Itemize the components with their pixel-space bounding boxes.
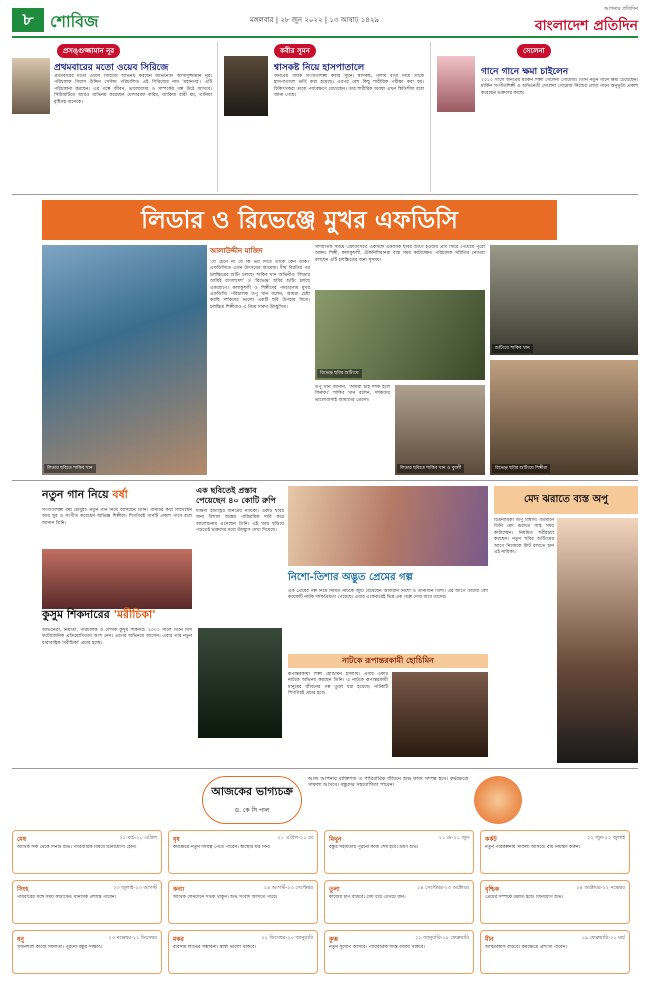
column-divider (430, 42, 431, 192)
story-body: জনপ্রিয় গায়ক সংগীতশিল্পী কবীর সুমন। শ্বাসকষ্ট, গলায় ব্যথা নিয়ে তাকে হাসপাতালে ভর্তি করা হয়েছে। এরপর বেশ কিছু শারীরিক পরীক্ষা করা হয়। চিকিৎসকরা তাকে পর্যবেক্ষণে রেখেছেন। তার শারীরিক অবস্থা এখন স্থিতিশীল বলে জানা গেছে। (274, 74, 424, 99)
zodiac-box (480, 830, 630, 874)
lead-photo-4 (490, 245, 638, 355)
zodiac-dates: ২২ জুন-২২ জুলাই (587, 835, 625, 841)
story-title: মেদ ঝরাতে ব্যস্ত অপু (524, 494, 608, 505)
zodiac-dates: ২১ জানুয়ারি-১৮ ফেব্রুয়ারি (415, 935, 469, 941)
zodiac-box (324, 930, 474, 974)
story-title: প্রথমবারের মতো ওয়েব সিরিজে (54, 63, 169, 73)
story-title: নতুন গান নিয়ে বর্ষা (42, 488, 128, 501)
story-title: নিশো-তিশার অদ্ভুত প্রেমের গল্প (288, 572, 413, 583)
zodiac-name: ধনু (17, 936, 24, 943)
lead-photo-3 (395, 385, 485, 475)
zodiac-name: মীন (485, 936, 494, 943)
story-tag: প্রসঙ্গুজ্জামান নূর (57, 44, 120, 58)
masthead-logo (535, 6, 638, 38)
zodiac-box (324, 830, 474, 874)
story-tag: কবীর সুমন (274, 44, 316, 58)
zodiac-wheel-icon (474, 776, 522, 824)
lead-body-2: সাম্প্রতিক সময়ে এফডিসিতে একসঙ্গে একাধিক ছবির শুটিং হওয়ায় প্রাণ ফিরে পেয়েছে পুরো অঙ্গন। শিল্পী, কলাকুশলী, টেকনিশিয়ানরা ব্যস্ত সময় কাটাচ্ছেন। পরিচালক সমিতির নেতারা বলছেন এটি চলচ্চিত্রের জন্য সুসময়। (315, 245, 485, 263)
zodiac-text: কাজের চাপ বাড়বে। ধৈর্য ধরে এগিয়ে যান। (329, 895, 406, 900)
horoscope-title: আজকের ভাগ্যচক্র (211, 785, 293, 798)
column-divider (217, 42, 218, 192)
zodiac-box (12, 880, 162, 924)
portrait-photo (12, 58, 50, 114)
story-title: কুসুম শিকদারের 'মরীচিকা' (42, 608, 156, 621)
page-number: ৮ (12, 8, 44, 32)
zodiac-dates: ২৪ আগস্ট-২৩ সেপ্টেম্বর (263, 885, 313, 891)
zodiac-text: পরিবারের সঙ্গে সময় কাটাবেন। মানসিক প্রশান্তি পাবেন। (17, 895, 117, 900)
hochimin-photo (392, 672, 488, 757)
lead-body-3: তপু খান জানান, 'আমরা চাই দর্শক হলে ফিরুক।' শাকিব খান বলেন, দর্শকদের ভালোবাসাই আমাদের প্রেরণা। (315, 385, 390, 403)
borsha-photo (42, 549, 192, 609)
story-rupsha (196, 486, 284, 601)
zodiac-name: বৃশ্চিক (485, 886, 500, 893)
story-body: সংগীতশিল্পী বর্ষা চৌধুরী। নতুন গান নিয়ে আসছেন তিনি। গানটির কথা লিখেছেন আর সুর ও সংগীত করেছেন অভিজ্ঞ শিল্পীরা। শিগগিরই গানটি প্রকাশ পাবে বলে জানান তিনি। (42, 508, 192, 526)
story-title: শ্বাসকষ্ট নিয়ে হাসপাতালে (274, 63, 365, 73)
zodiac-dates: ২৪ সেপ্টেম্বর-২৩ অক্টোবর (417, 885, 469, 891)
story-hochimin-body: রূপান্তরকামী শিল্পী হোচিমিন ইসলাম। এবার একটি নাটকে অভিনয় করছেন তিনি। এ নাটকে রূপান্তরকামী মানুষের জীবনের গল্প তুলে ধরা হয়েছে। নাটকটি শিগগিরই প্রচার হবে। (288, 672, 388, 697)
story-body: দক্ষিণী ইন্ডাস্ট্রির জনপ্রিয় নায়িকা। একটি ছবির জন্য বিশাল অঙ্কের পারিশ্রমিক দাবি করে আলোচনায় এসেছেন তিনি। এই খবর ছড়িয়ে পড়তেই ভক্তদের মধ্যে উচ্ছ্বাস দেখা দিয়েছে। (196, 509, 284, 534)
portrait-photo (437, 56, 475, 112)
zodiac-text: আত্মবিশ্বাস বাড়বে। কর্মক্ষেত্রে প্রশংসা পাবেন। (485, 945, 567, 950)
zodiac-text: বন্ধুর সহায়তায় পুরনো কাজ শেষ হবে। ভ্রমণ শুভ। (329, 845, 419, 850)
zodiac-text: আর্থিক দিক থেকে দিনটি শুভ। পারিবারিক বিষয়ে মনোযোগী হোন। (17, 845, 137, 850)
lead-byline: আলাউদ্দীন মাজিদ (210, 247, 263, 255)
story-kusum (42, 606, 284, 736)
lead-body: 'যে চেনে না যে কি ভয় দিতে তাকে কেন ডাক।' এফডিসিতে এখন উৎসবের আমেজ। দীর্ঘ বিরতির পর চলচ্চিত্রের শুটিং চলছে। শাকিব খান অভিনীত 'লিডার আমিই বাংলাদেশ' ও 'রিভেঞ্জ' ছবির শুটিং চলছে একযোগে। কলাকুশলী ও শিল্পীদের পদচারণায় মুখর এফডিসি। পরিচালক তপু খান বলেন, আমরা চেষ্টা করছি দর্শকদের ভালো একটি ছবি উপহার দিতে। চলচ্চিত্র শিল্পীরাও এ নিয়ে দারুণ উচ্ছ্বসিত। (210, 260, 310, 310)
zodiac-text: নতুন সুযোগ আসবে। পারিবারিক শান্তি বজায় থাকবে। (329, 945, 426, 950)
story-apu-body: চিত্রনায়িকা অপু বিশ্বাস। বর্তমানে তিনি মেদ ঝরাতে ব্যস্ত সময় কাটাচ্ছেন। নিয়মিত শরীরচর্চা করছেন। নতুন ছবির শুটিংয়ের আগে নিজেকে ফিট রাখতে চান এই নায়িকা। (494, 518, 554, 556)
zodiac-box (168, 830, 318, 874)
lead-headline: লিডার ও রিভেঞ্জে মুখর এফডিসি (42, 200, 557, 240)
lead-photo-main (42, 245, 207, 475)
zodiac-box (168, 930, 318, 974)
zodiac-text: প্রেমের সম্পর্কে উন্নতি হবে। বিনিয়োগ শুভ। (485, 895, 564, 900)
lead-text-top (315, 245, 485, 285)
top-story-2 (224, 42, 424, 192)
story-nisho (288, 570, 488, 650)
photo-caption: রিভেঞ্জ ছবির শুটিংয়ে শিল্পীরা (492, 464, 550, 473)
story-body: অভিনেত্রী, নির্মাতা, পরিচালক ও লেখক কুসুম শিকদার। ২০০১ সালে তিনি মিস ফটোজেনিক প্রতিযোগিতায় অংশ নেন। এরপর অভিনয়ে আসেন। এবার তার নতুন ধারাবাহিক 'মরীচিকা' প্রচার হচ্ছে। (42, 628, 192, 646)
story-title: গানে গানে ক্ষমা চাইলেন (481, 67, 569, 77)
zodiac-dates: ২৪ অক্টোবর-২২ নভেম্বর (576, 885, 625, 891)
zodiac-dates: ২৩ নভেম্বর-২১ ডিসেম্বর (108, 935, 157, 941)
rupsha-photo (288, 486, 488, 566)
story-borsha (42, 486, 192, 601)
zodiac-name: তুলা (329, 886, 340, 893)
story-body: ২০১০ সালে জনপ্রিয় মার্কিন শিল্পী সেলেনা গোমেজ। তিনি নতুন গানে ক্ষমা চেয়েছেন। মার্কিন সংগীতশিল্পী ও অভিনেত্রী সেলেনা গোমেজ নিজের লেখা গানে অনুভূতি প্রকাশ করেছেন ভক্তদের কাছে। (481, 78, 638, 96)
zodiac-text: নতুন পরিকল্পনায় সাফল্য আসবে। ব্যয় নিয়ন্ত্রণ করুন। (485, 845, 581, 850)
section-rule (12, 768, 638, 769)
section-title: শোবিজ (50, 12, 99, 31)
apu-header (494, 486, 638, 514)
section-rule (12, 480, 638, 481)
hochimin-header (288, 654, 488, 668)
story-title: এক ছবিতেই প্রস্তাব পেয়েছেন ৪০ কোটি রুপি (196, 486, 276, 505)
zodiac-dates: ২১ মার্চ-২০ এপ্রিল (119, 835, 157, 841)
lead-photo-2 (315, 290, 485, 380)
brand-name: বাংলাদেশ প্রতিদিন (534, 18, 638, 34)
header-rule (12, 36, 638, 38)
zodiac-name: মকর (173, 936, 184, 943)
zodiac-grid (12, 830, 638, 976)
zodiac-name: কর্কট (485, 836, 497, 843)
zodiac-box (12, 930, 162, 974)
zodiac-text: আর্থিক লেনদেনে সতর্ক থাকুন। শুভ সংবাদ আসতে পারে। (173, 895, 278, 900)
zodiac-box (480, 930, 630, 974)
zodiac-dates: ২১ এপ্রিল-২০ মে (277, 835, 313, 841)
zodiac-dates: ২৩ জুলাই-২৩ আগস্ট (113, 885, 157, 891)
zodiac-text: কর্মক্ষেত্রে নতুন দায়িত্ব পেতে পারেন। স্বাস্থ্যের যত্ন নিন। (173, 845, 271, 850)
horoscope-intro: আজ আপনার ব্যক্তিগত ও পারিবারিক জীবনে শুভ কাজ সম্পন্ন হবে। কর্মক্ষেত্রে সাফল্য আসবে। বন্ধুদের সহযোগিতা পাবেন। (308, 776, 468, 789)
zodiac-name: বৃষ (173, 836, 180, 843)
story-tag: সেলেনা (517, 44, 551, 58)
zodiac-box (168, 880, 318, 924)
dateline: মঙ্গলবার | ২৮ জুন ২০২২ | ১৩ আষাঢ় ১৪২৯ (250, 16, 379, 24)
photo-caption: শুটিংয়ে শাকিব খান (492, 344, 533, 353)
zodiac-text: ব্যবসায় লাভের সম্ভাবনা। স্বাস্থ্য ভালো থাকবে। (173, 945, 257, 950)
zodiac-name: কন্যা (173, 886, 185, 893)
photo-caption: রিভেঞ্জ ছবির শুটিংয়ে (317, 369, 362, 378)
zodiac-name: মিথুন (329, 836, 342, 843)
horoscope-author: ড. কে সি পাল (234, 807, 270, 814)
zodiac-dates: ১৯ ফেব্রুয়ারি-২০ মার্চ (581, 935, 625, 941)
apu-photo (557, 518, 638, 763)
zodiac-dates: ২২ ডিসেম্বর-২০ জানুয়ারি (261, 935, 313, 941)
story-body: এক প্রেমের গল্প নিয়ে নির্মিত নাটকে জুটি বেঁধেছেন আফরান নিশো ও তানজিন তিশা। এর আগে তাদের বেশ কয়েকটি নাটক দর্শকপ্রিয়তা পেয়েছে। এবার একেবারেই ভিন্ন এক গল্পে দেখা যাবে তাদের। (288, 589, 488, 601)
top-story-1 (12, 42, 212, 192)
horoscope-section (12, 772, 638, 978)
zodiac-name: সিংহ (17, 886, 29, 893)
top-strip (12, 42, 638, 192)
photo-caption: লিডার ছবিতে শাকিব খান (44, 464, 96, 473)
section-rule (12, 194, 638, 195)
portrait-photo (224, 56, 268, 116)
lead-text-col-1 (210, 245, 310, 475)
story-title: নাটকে রূপান্তরকামী হোচিমিন (342, 656, 434, 665)
zodiac-text: সৃজনশীল কাজে সফলতা। পুরনো বন্ধুর সাক্ষাৎ। (17, 945, 103, 950)
horoscope-title-box (202, 776, 302, 824)
zodiac-name: মেষ (17, 836, 27, 843)
zodiac-box (480, 880, 630, 924)
story-body: প্রথমবারের মতো ওয়েব সিরিজে অভিনয় করছেন অভিনেতা আসাদুজ্জামান নূর। পরিচালক গিয়াস উদ্দিন সেলিম পরিচালিত এই সিরিজের নাম 'মহানগর'। এটি পরিচালনা করছেন। এর গল্পে জীবন, ভালোবাসা ও সম্পর্কের গল্প উঠে আসবে। সিরিজটিতে আরও অভিনয় করেছেন মোশাররফ করিম, জাকিয়া বারী মম, তানিয়া বৃষ্টিসহ অনেকে। (54, 74, 212, 105)
kusum-photo (198, 628, 282, 738)
zodiac-box (12, 830, 162, 874)
lead-photo-5 (490, 360, 638, 475)
zodiac-dates: ২১ মে-২১ জুন (438, 835, 469, 841)
photo-caption: লিডার ছবিতে শাকিব খান ও বুবলী (397, 464, 464, 473)
top-story-3 (437, 42, 638, 192)
brand-tagline: আপনার প্রতিদিন (604, 6, 638, 12)
zodiac-name: কুম্ভ (329, 936, 338, 943)
zodiac-box (324, 880, 474, 924)
